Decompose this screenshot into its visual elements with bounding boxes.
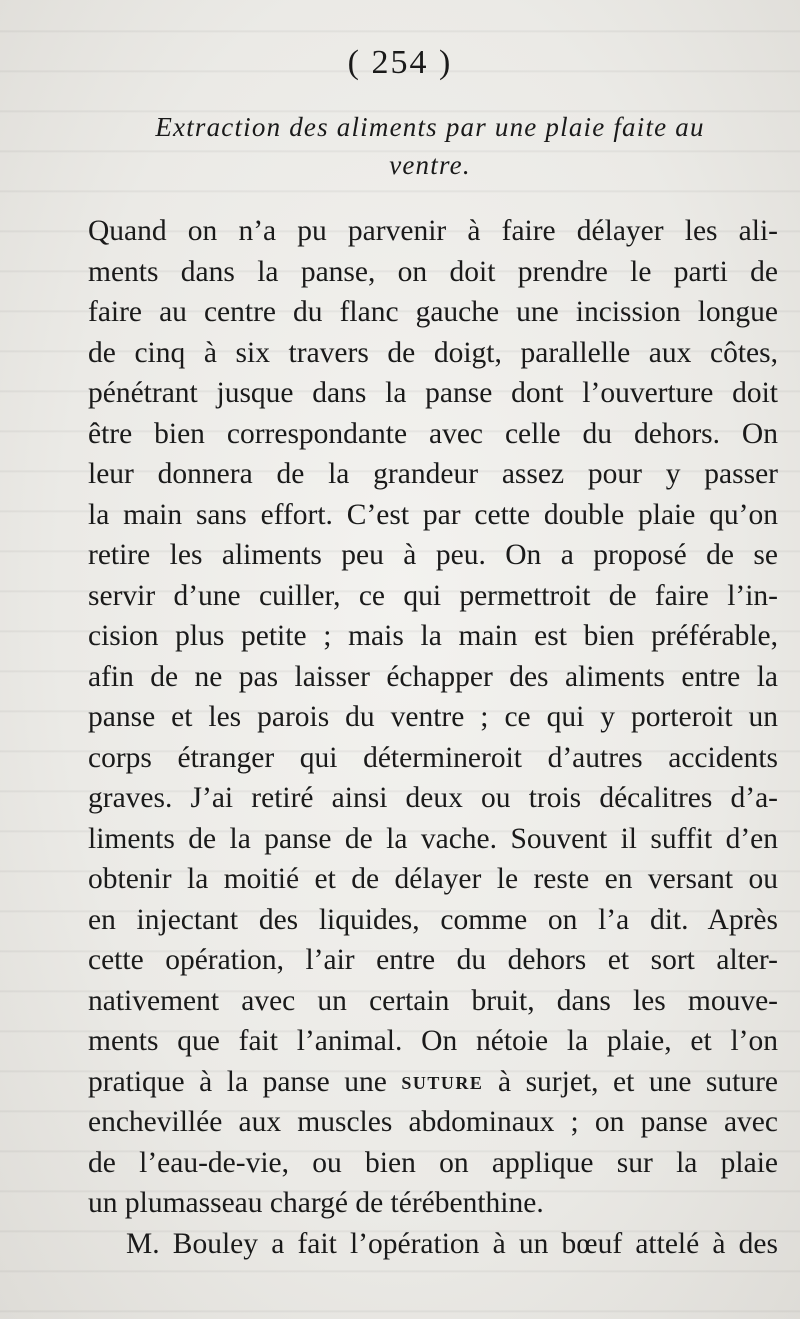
- text-line: retire les aliments peu à peu. On a proposé de se: [88, 539, 778, 571]
- text-line: Quand on n’a pu parvenir à faire délayer les ali-: [88, 215, 778, 247]
- text-line: cision plus petite ; mais la main est bien préférable,: [88, 620, 778, 652]
- text-line: en injectant des liquides, comme on l’a dit. Après: [88, 903, 778, 936]
- text-line: ments que fait l’animal. On nétoie la plaie, et l’on: [88, 1025, 778, 1057]
- text-line: graves. J’ai retiré ainsi deux ou trois décalitres d’a-: [88, 782, 778, 814]
- text-line: obtenir la moitié et de délayer le reste en versant ou: [88, 863, 778, 895]
- text-line: cette opération, l’air entre du dehors et sort alter-: [88, 944, 778, 976]
- suture-line-before: pratique à la panse une: [88, 1065, 387, 1098]
- body-text: [88, 211, 778, 1264]
- text-line-suture: [88, 1062, 778, 1103]
- text-line: afin de ne pas laisser échapper des aliments entre la: [88, 660, 778, 693]
- text-line: de l’eau-de-vie, ou bien on applique sur la plaie: [88, 1146, 778, 1179]
- suture-smallcaps: SUTURE: [401, 1072, 484, 1093]
- text-line: liments de la panse de la vache. Souvent il suffit d’en: [88, 822, 778, 855]
- text-line: servir d’une cuiller, ce qui permettroit de faire l’in-: [88, 579, 778, 612]
- text-line: ments dans la panse, on doit prendre le parti de: [88, 255, 778, 288]
- text-line: nativement avec un certain bruit, dans les mouve-: [88, 984, 778, 1017]
- section-heading: [80, 108, 780, 184]
- text-line: être bien correspondante avec celle du dehors. On: [88, 417, 778, 450]
- text-line-paragraph-end: un plumasseau chargé de térébenthine.: [88, 1187, 544, 1219]
- text-line: faire au centre du flanc gauche une incission longue: [88, 296, 778, 328]
- text-line: panse et les parois du ventre ; ce qui y porteroit un: [88, 701, 778, 733]
- heading-line-2: ventre.: [389, 150, 471, 180]
- text-line: enchevillée aux muscles abdominaux ; on panse avec: [88, 1106, 778, 1138]
- suture-line-after: à surjet, et une suture: [497, 1065, 778, 1098]
- text-line: corps étranger qui détermineroit d’autres accidents: [88, 741, 778, 774]
- text-line: pénétrant jusque dans la panse dont l’ouverture doit: [88, 377, 778, 409]
- page-number: ( 254 ): [347, 44, 453, 81]
- heading-line-1: Extraction des aliments par une plaie faite au: [155, 112, 705, 142]
- paragraph-2-first-line: M. Bouley a fait l’opération à un bœuf attelé à des: [126, 1227, 778, 1260]
- text-line: leur donnera de la grandeur assez pour y passer: [88, 458, 778, 490]
- text-line: de cinq à six travers de doigt, parallelle aux côtes,: [88, 336, 778, 369]
- text-line: la main sans effort. C’est par cette double plaie qu’on: [88, 498, 778, 531]
